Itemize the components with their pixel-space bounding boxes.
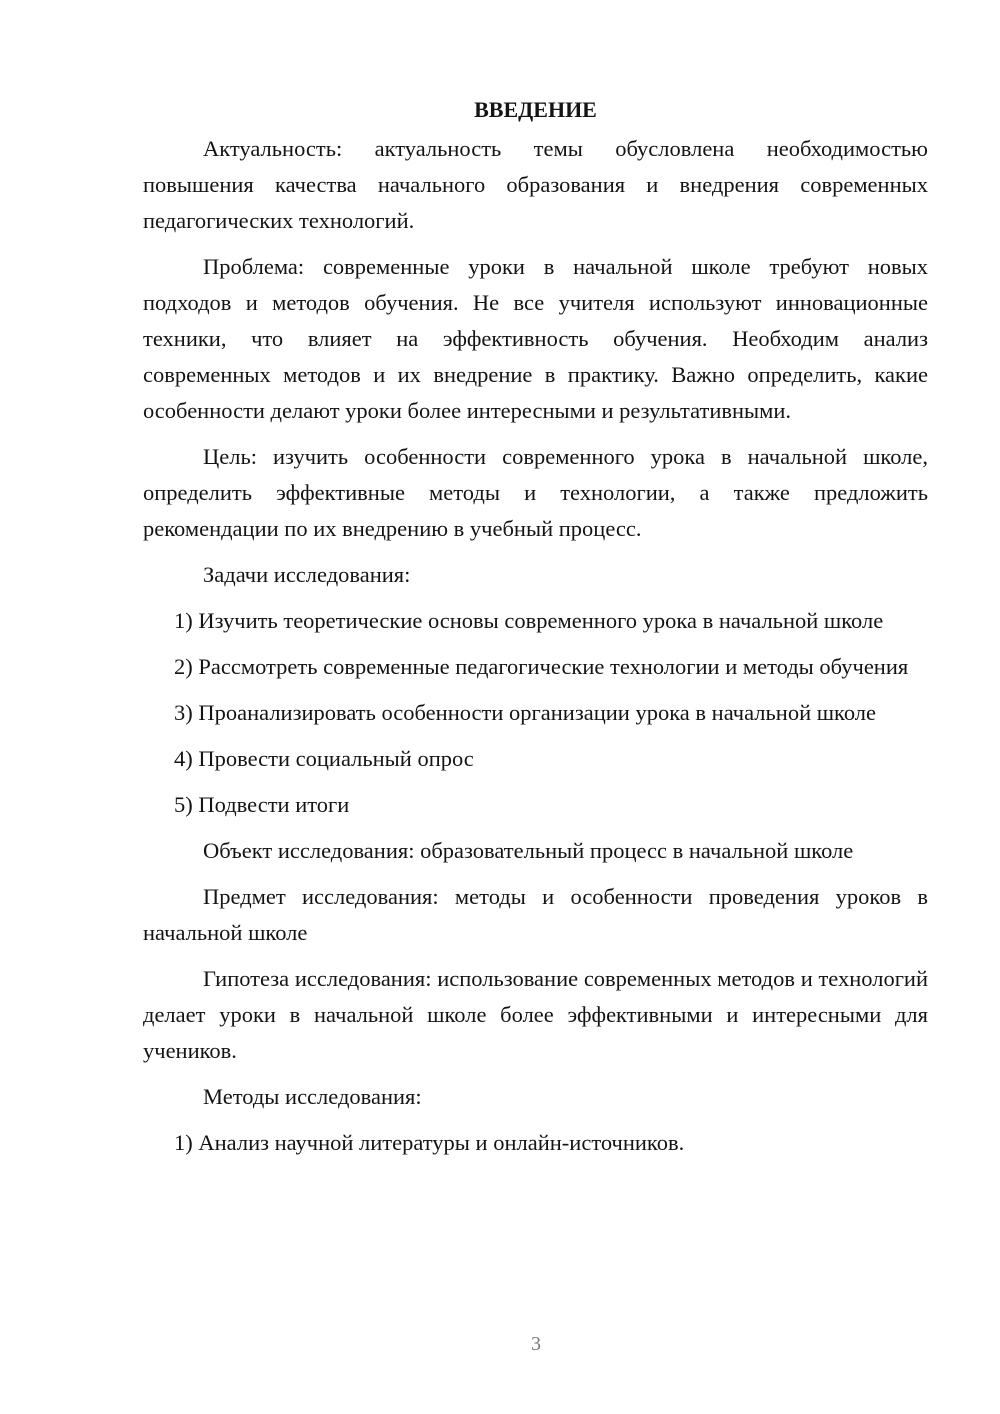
task-item: 1) Изучить теоретические основы современного урока в начальной школе bbox=[174, 608, 884, 633]
hypothesis-paragraph: Гипотеза исследования: использование современных методов и технологий делает уроки в начальной школе более эффективными и интересными для учеников. bbox=[143, 966, 928, 1063]
method-item: 1) Анализ научной литературы и онлайн-источников. bbox=[174, 1130, 685, 1155]
problem-paragraph: Проблема: современные уроки в начальной школе требуют новых подходов и методов обучения. Не все учителя используют инновационные техники, что влияет на эффективность обучения. Необходим анализ современных методов и их внедрение в практику. Важно определить, какие особенности делают уроки более интересными и результативными. bbox=[143, 254, 928, 423]
task-item: 5) Подвести итоги bbox=[174, 792, 350, 817]
object-paragraph: Объект исследования: образовательный процесс в начальной школе bbox=[203, 838, 854, 863]
tasks-heading: Задачи исследования: bbox=[203, 562, 411, 587]
task-item: 4) Провести социальный опрос bbox=[174, 746, 474, 771]
document-page bbox=[143, 92, 928, 1171]
methods-heading: Методы исследования: bbox=[203, 1084, 422, 1109]
task-item: 3) Проанализировать особенности организации урока в начальной школе bbox=[174, 700, 877, 725]
page-number: 3 bbox=[531, 1333, 541, 1355]
relevance-paragraph: Актуальность: актуальность темы обусловлена необходимостью повышения качества начального образования и внедрения современных педагогических технологий. bbox=[143, 136, 928, 233]
task-item: 2) Рассмотреть современные педагогические технологии и методы обучения bbox=[174, 654, 909, 679]
goal-paragraph: Цель: изучить особенности современного урока в начальной школе, определить эффективные методы и технологии, а также предложить рекомендации по их внедрению в учебный процесс. bbox=[143, 444, 928, 541]
section-title: ВВЕДЕНИЕ bbox=[474, 97, 597, 122]
subject-paragraph: Предмет исследования: методы и особенности проведения уроков в начальной школе bbox=[143, 884, 928, 945]
